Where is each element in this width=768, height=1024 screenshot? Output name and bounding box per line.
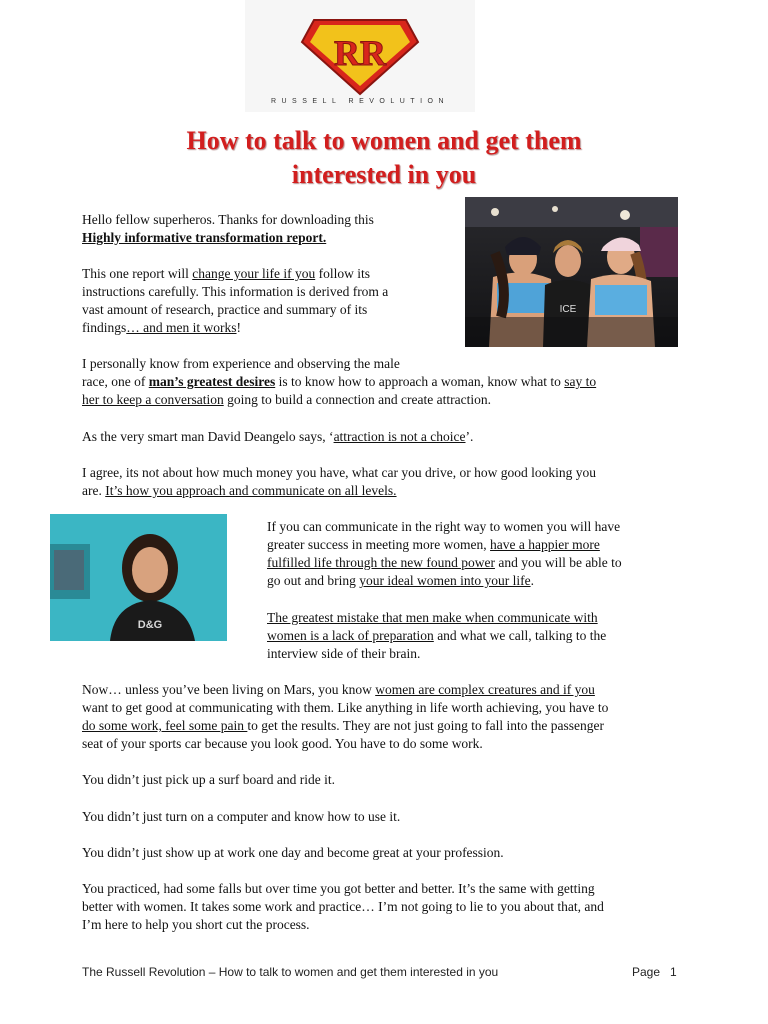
- paragraph-communicate-right-way: If you can communicate in the right way to women you will have greater success in meeting more women, have a happier more fulfilled life through the new found power and you will be able to go out and bring your ideal women into your life.: [267, 519, 622, 588]
- paragraph-how-you-approach: I agree, its not about how much money you have, what car you drive, or how good looking you are. It’s how you approach and communicate on all levels.: [82, 465, 597, 498]
- paragraph-change-your-life: This one report will change your life if you follow its instructions carefully. This information is derived from a vast amount of research, practice and summary of its findings… and men it works!: [82, 266, 389, 335]
- page-title: [100, 124, 668, 192]
- footer-page: [632, 965, 677, 979]
- russell-revolution-logo: [300, 18, 420, 96]
- photo-man-with-two-women: [465, 197, 678, 347]
- logo-monogram: RR: [334, 33, 386, 73]
- title-line-1: How to talk to women and get them: [186, 126, 582, 155]
- paragraph-computer: You didn’t just turn on a computer and know how to use it.: [82, 809, 401, 824]
- paragraph-living-on-mars: Now… unless you’ve been living on Mars, you know women are complex creatures and if you want to get good at communicating with them. Like anything in life worth achieving, you have to do some work, feel some pain to get the results. They are not just going to fall into the passenger seat of your sports car because you look good. You have to do some work.: [82, 682, 609, 751]
- paragraph-profession: You didn’t just show up at work one day and become great at your profession.: [82, 845, 504, 860]
- report-name: Highly informative transformation report.: [82, 230, 327, 245]
- paragraph-surf-board: You didn’t just pick up a surf board and ride it.: [82, 772, 335, 787]
- intro-paragraph: [82, 211, 452, 247]
- svg-text:ICE: ICE: [559, 304, 577, 315]
- paragraph-deangelo-quote: As the very smart man David Deangelo says, ‘attraction is not a choice’.: [82, 429, 474, 444]
- page-number: 1: [670, 965, 677, 979]
- change-life-underline: change your life if you: [192, 266, 316, 281]
- paragraph-greatest-mistake: The greatest mistake that men make when communicate with women is a lack of preparation and what we call, talking to the interview side of their brain.: [267, 610, 607, 661]
- footer-title: The Russell Revolution – How to talk to women and get them interested in you: [82, 965, 499, 979]
- paragraph-practice: You practiced, had some falls but over time you got better and better. It’s the same with getting better with women. It takes some work and practice… I’m not going to lie to you about that, and I’m here to help you short cut the process.: [82, 881, 604, 932]
- paragraph-greatest-desires: I personally know from experience and observing the male race, one of man’s greatest desires is to know how to approach a woman, know what to say to her to keep a conversation going to build a connection and create attraction.: [82, 356, 597, 407]
- page-label: Page: [632, 965, 661, 979]
- shirt-print: D&G: [137, 619, 163, 631]
- title-line-2: interested in you: [291, 160, 477, 189]
- photo-woman-smiling: [50, 514, 227, 641]
- logo-brand-text: RUSSELL REVOLUTION: [270, 98, 450, 105]
- intro-greeting: Hello fellow superheros. Thanks for downloading this: [82, 212, 374, 227]
